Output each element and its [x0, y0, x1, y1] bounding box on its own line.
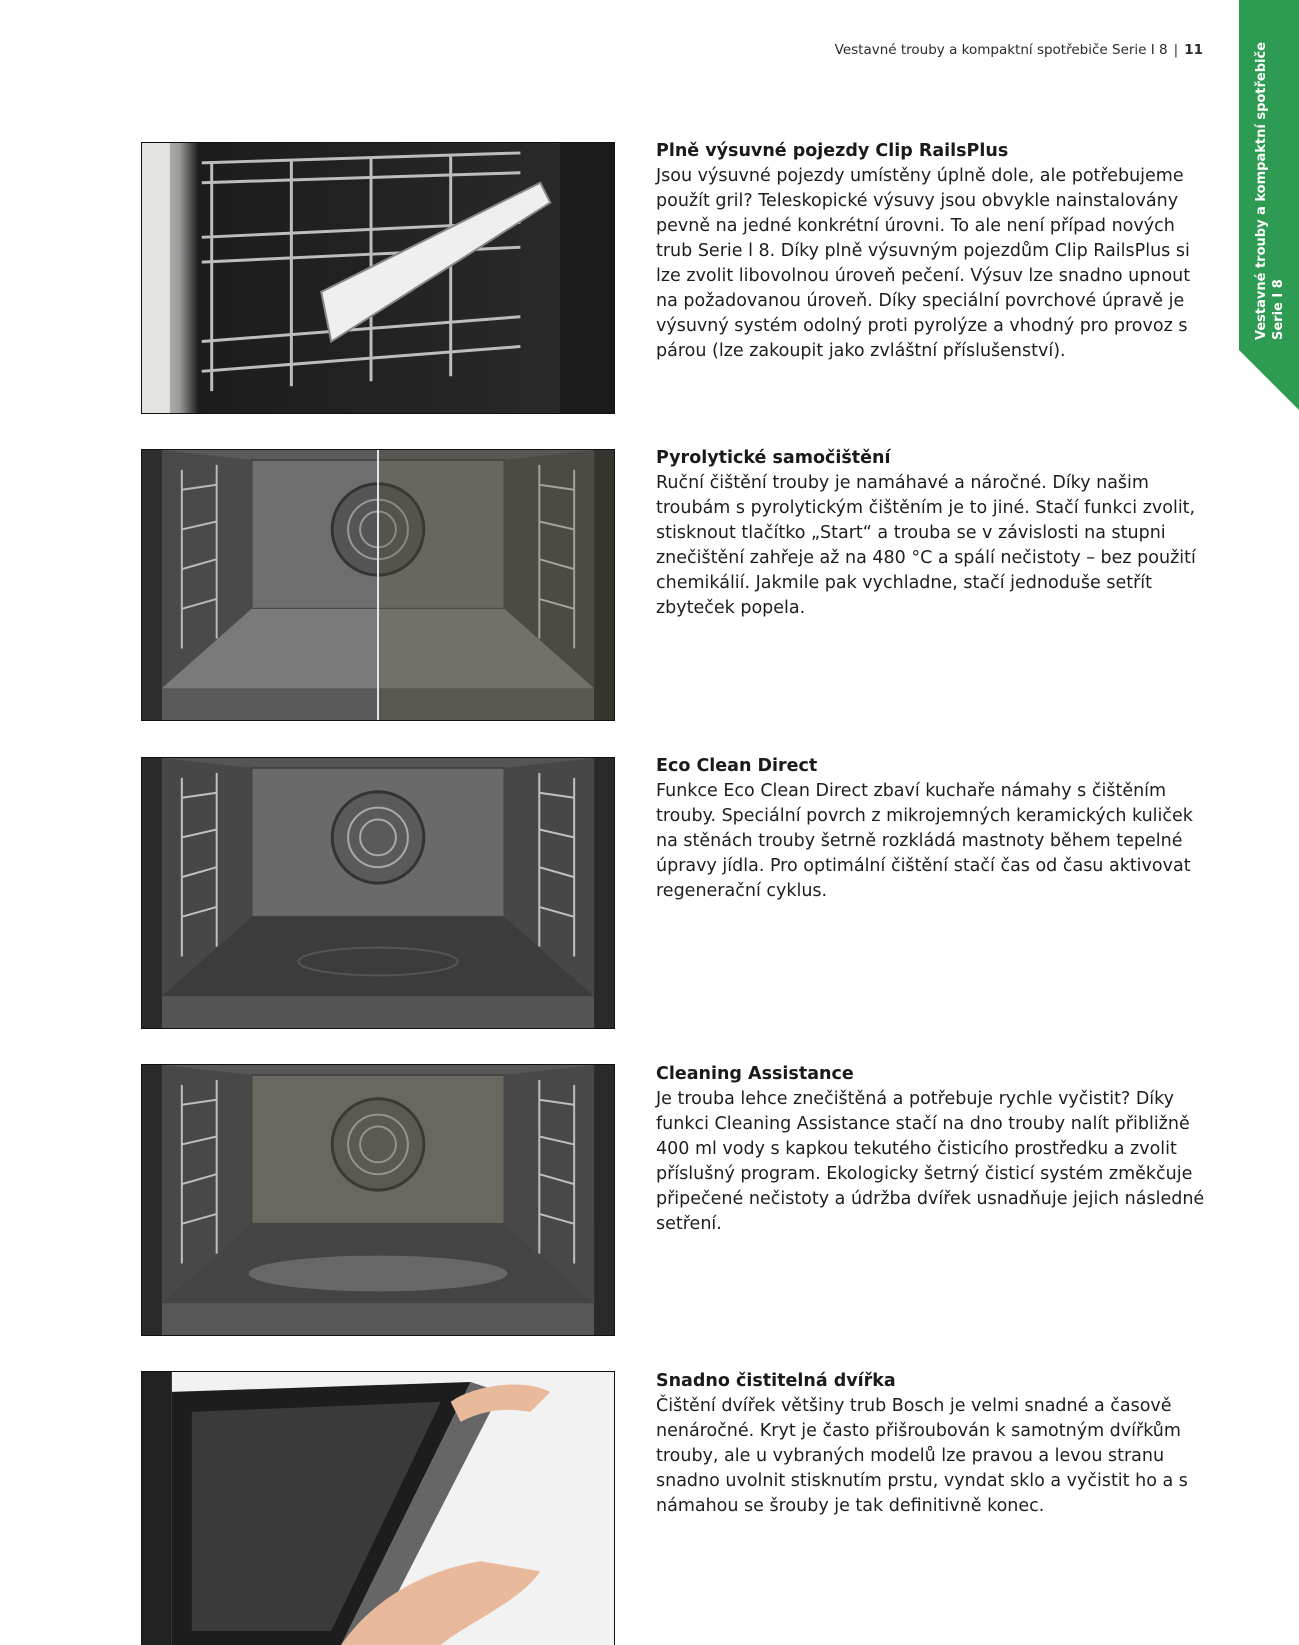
side-tab-label: [1253, 20, 1287, 340]
header-separator: |: [1173, 42, 1179, 58]
section-easy-clean-door: [656, 1369, 1216, 1519]
side-tab-line2: Serie I 8: [1271, 279, 1286, 340]
running-title: Vestavné trouby a kompaktní spotřebiče Serie I 8: [834, 42, 1168, 58]
photo-easy-clean-door: [141, 1371, 615, 1645]
section-body: Ruční čištění trouby je namáhavé a náročné. Díky našim troubám s pyrolytickým čištěním je to jiné. Stačí funkci zvolit, stisknout tlačítko „Start“ a trouba se v závislosti na stupni znečištění zahřeje až na 480 °C a spálí nečistoty – bez použití chemikálií. Jakmile pak vychladne, stačí jednoduše setřít zbyteček popela.: [656, 473, 1196, 618]
section-body: Je trouba lehce znečištěná a potřebuje rychle vyčistit? Díky funkci Cleaning Assistance stačí na dno trouby nalít přibližně 400 ml vody s kapkou tekutého čisticího prostředku a zvolit příslušný program. Ekologicky šetrný čisticí systém změkčuje připečené nečistoty a údržba dvířek usnadňuje jejich následné setření.: [656, 1089, 1205, 1234]
section-title: Snadno čistitelná dvířka: [656, 1371, 896, 1391]
side-tab-line1: Vestavné trouby a kompaktní spotřebiče: [1254, 41, 1269, 340]
photo-cleaning-assistance: [141, 1064, 615, 1336]
section-body: Funkce Eco Clean Direct zbaví kuchaře námahy s čištěním trouby. Speciální povrch z mikrojemných keramických kuliček na stěnách trouby šetrně rozkládá mastnoty během tepelné úpravy jídla. Pro optimální čištění stačí čas od času aktivovat regenerační cyklus.: [656, 781, 1193, 901]
photo-pyrolytic: [141, 449, 615, 721]
running-header: [835, 42, 1203, 58]
photo-eco-clean: [141, 757, 615, 1029]
photo-clip-rails: [141, 142, 615, 414]
section-clip-rails: [656, 139, 1216, 364]
section-title: Plně výsuvné pojezdy Clip RailsPlus: [656, 141, 1009, 161]
section-cleaning-assistance: [656, 1062, 1216, 1237]
page-number: 11: [1184, 42, 1203, 58]
section-body: Čištění dvířek většiny trub Bosch je velmi snadné a časově nenáročné. Kryt je často přišroubován k samotným dvířkům trouby, ale u vybraných modelů lze pravou a levou stranu snadno uvolnit stisknutím prstu, vyndat sklo a vyčistit ho a s námahou se šrouby je tak definitivně konec.: [656, 1396, 1188, 1516]
section-title: Cleaning Assistance: [656, 1064, 854, 1084]
section-title: Eco Clean Direct: [656, 756, 818, 776]
section-eco-clean: [656, 754, 1216, 904]
section-title: Pyrolytické samočištění: [656, 448, 891, 468]
section-body: Jsou výsuvné pojezdy umístěny úplně dole, ale potřebujeme použít gril? Teleskopické výsuvy jsou obvykle nainstalovány pevně na jedné konkrétní úrovni. To ale není případ nových trub Serie l 8. Díky plně výsuvným pojezdům Clip RailsPlus si lze zvolit libovolnou úroveň pečení. Výsuv lze snadno upnout na požadovanou úroveň. Díky speciální povrchové úpravě je výsuvný systém odolný proti pyrolýze a vhodný pro provoz s párou (lze zakoupit jako zvláštní příslušenství).: [656, 166, 1191, 361]
section-pyrolytic: [656, 446, 1216, 621]
